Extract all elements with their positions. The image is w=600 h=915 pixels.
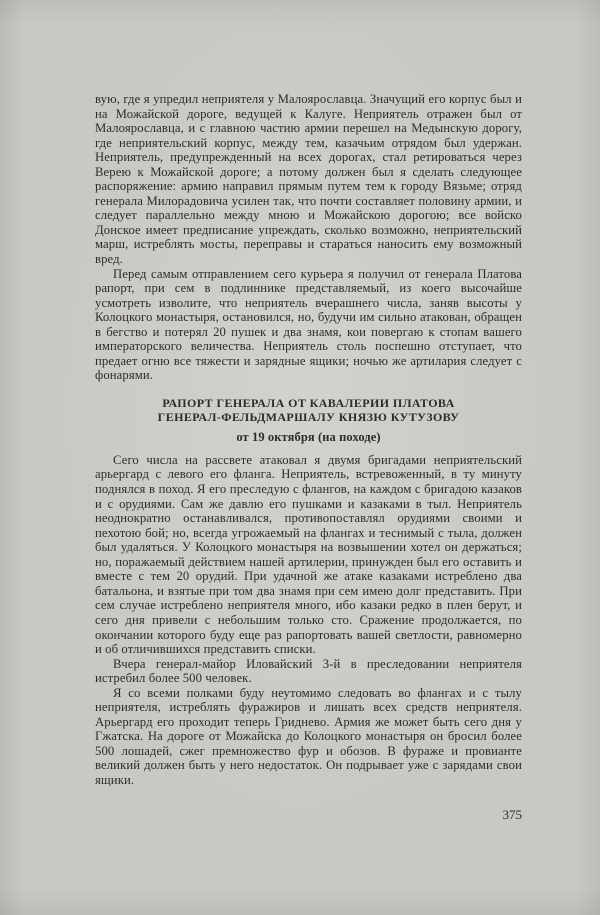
text-column [95, 92, 522, 788]
paragraph: Вчера генерал-майор Иловайский 3-й в преследовании неприятеля истребил более 500 человек. [95, 656, 522, 686]
report-heading [95, 396, 522, 424]
paragraph-continuation: вую, где я упредил неприятеля у Малоярославца. Значущий его корпус был и на Можайской дороге, ведущей к Калуге. Неприятель отражен был от Малоярославца, и с главною частию армии перешел на Медынскую дорогу, где неприятельский корпус, между тем, казачьим отрядом был удержан. Неприятель, предупрежденный на всех дорогах, стал ретироваться через Верею к Можайской дороге; а потому должен был я сделать следующее распоряжение: армию направил прямым путем тем к городу Вязьме; отряд генерала Милорадовича усилен так, что почти составляет половину армии, и следует параллельно между мною и Можайскою дорогою; все войско Донское имеет предписание упреждать, сколько возможно, неприятельский марш, истреблять мосты, переправы и стараться наносить ему возможный вред. [95, 92, 522, 267]
paragraph: Перед самым отправлением сего курьера я получил от генерала Платова рапорт, при сем в подлиннике представляемый, из коего высочайше усмотреть изволите, что неприятель вчерашнего числа, заняв высоты у Колоцкого монастыря, остановился, но, будучи им сильно атакован, обращен в бегство и потерял 20 пушек и два знамя, кои повергаю к стопам вашего императорского величества. Неприятель столь поспешно отступает, что предает огню все тяжести и зарядные ящики; ночью же артилария следует с фонарями. [95, 266, 522, 383]
page-number: 375 [502, 807, 522, 822]
report-dateline: от 19 октября (на походе) [236, 429, 381, 444]
report-heading-line2: ГЕНЕРАЛ-ФЕЛЬДМАРШАЛУ КНЯЗЮ КУТУЗОВУ [157, 409, 460, 424]
report-heading-line1: РАПОРТ ГЕНЕРАЛА ОТ КАВАЛЕРИИ ПЛАТОВА [162, 395, 455, 410]
paragraph: Сего числа на рассвете атаковал я двумя бригадами неприятельский арьергард с левого его фланга. Неприятель, встревоженный, в ту минуту поднялся в поход. Я его преследую с флангов, на каждом с бригадою казаков и с орудиями. Сам же давлю его пушками и казаками в тыл. Неприятель неоднократно останавливался, противопоставлял орудиями своими и пехотою бой; но, всегда угрожаемый на флангах и теснимый с тыла, должен был удаляться. У Колоцкого монастыря на возвышении хотел он держаться; но, поражаемый действием нашей артилерии, принужден был его оставить и вместе с тем 20 орудий. При удачной же атаке казаками истреблено два батальона, и взятые при том два знамя при сем имею долг представить. При сем случае истреблено неприятеля много, ибо казаки редко в плен берут, и сего дня привели с небольшим только сто. Сражение продолжается, по окончании которого буду еще раз рапортовать вашей светлости, равномерно и об отличившихся представить списки. [95, 452, 522, 657]
paragraph: Я со всеми полками буду неутомимо следовать во флангах и с тылу неприятеля, истреблять фуражиров и лишать всех средств неприятеля. Арьергард его проходит теперь Гриднево. Армия же может быть сего дня у Гжатска. На дороге от Можайска до Колоцкого монастыря он бросил более 500 лошадей, сжег премножество фур и обозов. В фураже и провианте великий должен быть у него недостаток. Он подрывает уже с зарядами свои ящики. [95, 685, 522, 787]
